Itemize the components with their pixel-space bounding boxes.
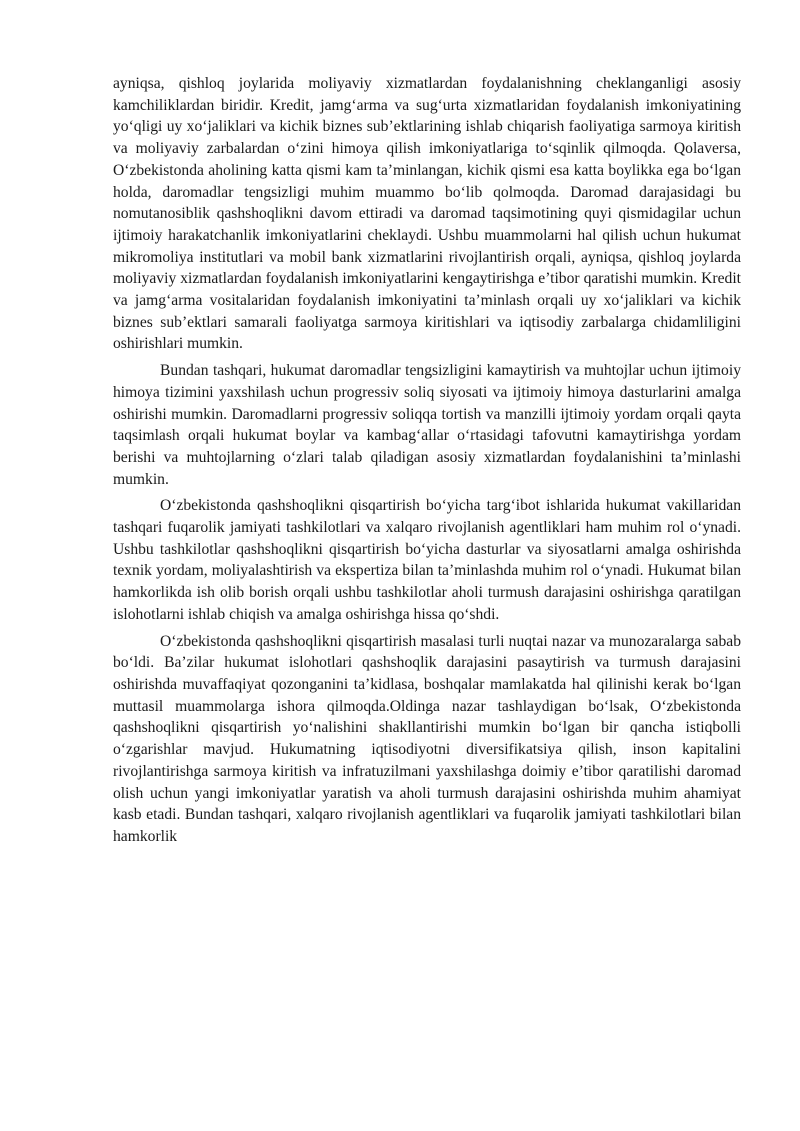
document-page — [113, 73, 741, 853]
paragraph-4: O‘zbekistonda qashshoqlikni qisqartirish masalasi turli nuqtai nazar va munozaralarga sabab bo‘ldi. Ba’zilar hukumat islohotlari qashshoqlik darajasini pasaytirish va turmush darajasini oshirishda muvaffaqiyat qozonganini ta’kidlasa, boshqalar mamlakatda hal qilinishi kerak bo‘lgan muttasil muammolarga ishora qilmoqda.Oldinga nazar tashlaydigan bo‘lsak, O‘zbekistonda qashshoqlikni qisqartirish yo‘nalishini shakllantirishi mumkin bo‘lgan bir qancha istiqbolli o‘zgarishlar mavjud. Hukumatning iqtisodiyotni diversifikatsiya qilish, inson kapitalini rivojlantirishga sarmoya kiritish va infratuzilmani yaxshilashga doimiy e’tibor qaratilishi daromad olish uchun yangi imkoniyatlar yaratish va aholi turmush darajasini oshirishda muhim ahamiyat kasb etadi. Bundan tashqari, xalqaro rivojlanish agentliklari va fuqarolik jamiyati tashkilotlari bilan hamkorlik — [113, 632, 741, 845]
paragraph-3: O‘zbekistonda qashshoqlikni qisqartirish bo‘yicha targ‘ibot ishlarida hukumat vakillaridan tashqari fuqarolik jamiyati tashkilotlari va xalqaro rivojlanish agentliklari ham muhim rol o‘ynadi. Ushbu tashkilotlar qashshoqlikni qisqartirish bo‘yicha dasturlar va siyosatlarni amalga oshirishda texnik yordam, moliyalashtirish va ekspertiza bilan ta’minlashda muhim rol o‘ynadi. Hukumat bilan hamkorlikda ish olib borish orqali ushbu tashkilotlar aholi turmush darajasini oshirishga qaratilgan islohotlarni ishlab chiqish va amalga oshirishga hissa qo‘shdi. — [113, 497, 741, 623]
paragraph-2: Bundan tashqari, hukumat daromadlar tengsizligini kamaytirish va muhtojlar uchun ijtimoiy himoya tizimini yaxshilash uchun progressiv soliq siyosati va ijtimoiy himoya dasturlarini amalga oshirishi mumkin. Daromadlarni progressiv soliqqa tortish va manzilli ijtimoiy yordam orqali qayta taqsimlash orqali hukumat boylar va kambag‘allar o‘rtasidagi tafovutni kamaytirishga yordam berishi va muhtojlarning o‘zlari talab qiladigan asosiy xizmatlardan foydalanishini ta’minlashi mumkin. — [113, 362, 741, 488]
paragraph-1: ayniqsa, qishloq joylarida moliyaviy xizmatlardan foydalanishning cheklanganligi asosiy kamchiliklardan biridir. Kredit, jamg‘arma va sug‘urta xizmatlaridan foydalanish imkoniyatining yo‘qligi uy xo‘jaliklari va kichik biznes sub’ektlarining ishlab chiqarish faoliyatiga sarmoya kiritish va moliyaviy zarbalardan o‘zini himoya qilish imkoniyatlariga to‘sqinlik qilmoqda. Qolaversa, O‘zbekistonda aholining katta qismi kam ta’minlangan, kichik qismi esa katta boylikka ega bo‘lgan holda, daromadlar tengsizligi muhim muammo bo‘lib qolmoqda. Daromad darajasidagi bu nomutanosiblik qashshoqlikni davom ettiradi va daromad taqsimotining quyi qismidagilar uchun ijtimoiy harakatchanlik imkoniyatlarini cheklaydi. Ushbu muammolarni hal qilish uchun hukumat mikromoliya institutlari va mobil bank xizmatlarini rivojlantirish orqali, ayniqsa, qishloq joylarda moliyaviy xizmatlardan foydalanish imkoniyatlarini kengaytirishga e’tibor qaratishi mumkin. Kredit va jamg‘arma vositalaridan foydalanish imkoniyatini ta’minlash orqali uy xo‘jaliklari va kichik biznes sub’ektlari samarali faoliyatga sarmoya kiritishlari va iqtisodiy zarbalarga chidamliligini oshirishlari mumkin. — [113, 75, 741, 353]
